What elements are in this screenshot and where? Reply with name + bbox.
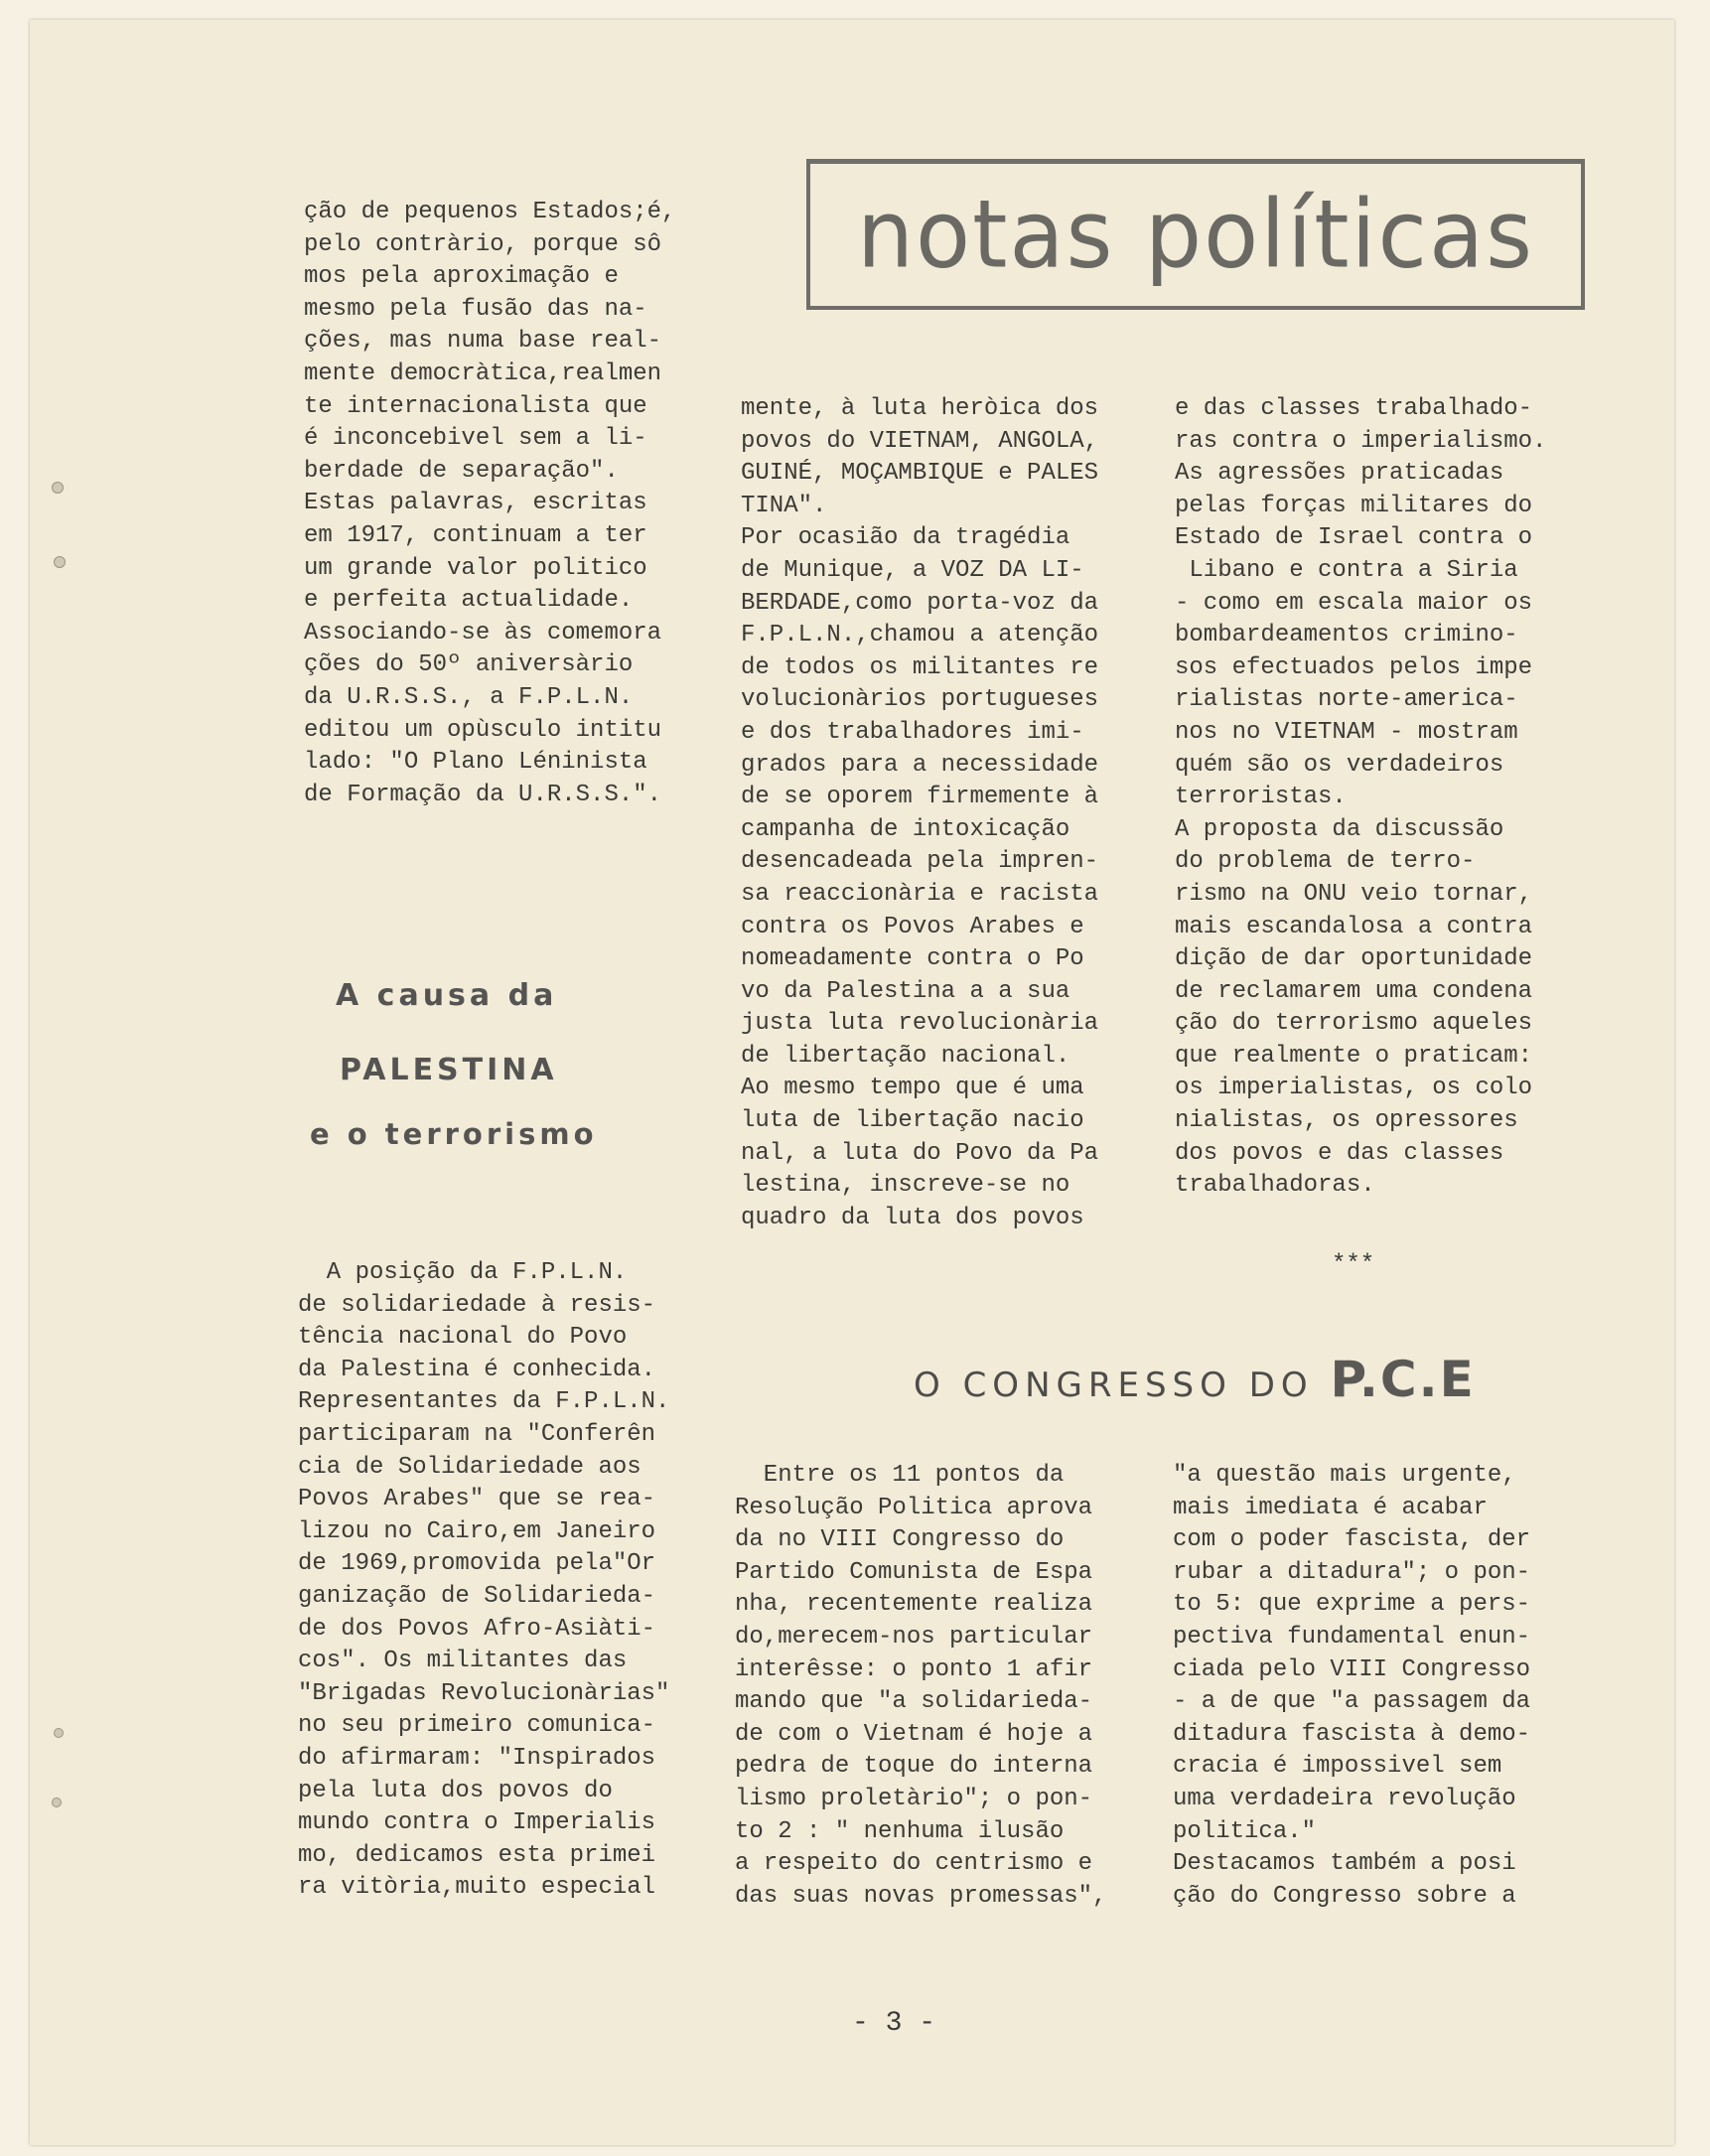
binder-hole-mark [54,556,66,568]
column-2-bottom-text: Entre os 11 pontos da Resolução Politica aprova da no VIII Congresso do Partido Comunista de Espa nha, recentemente realiza do,merecem-nos particular interêsse: o ponto 1 afir mando que "a solidarieda- de com o Vietnam é hoje a pedra de toque do interna lismo proletàrio"; o pon- to 2 : " nenhuma ilusão a respeito do centrismo e das suas novas promessas", [735,1462,1107,1910]
headline-pce-party: P.C.E [1330,1351,1476,1408]
headline-palestina-line-3: e o terrorismo [310,1117,598,1151]
headline-palestina-line-1: A causa da [336,978,558,1013]
headline-palestina-line-2: PALESTINA [340,1053,558,1087]
masthead-title: notas políticas [856,180,1535,290]
column-1-top-text: ção de pequenos Estados;é, pelo contràrio, porque sô mos pela aproximação e mesmo pela fusão das na- ções, mas numa base real- mente democràtica,realmen te internacionalista que é inconcebivel sem a li- berdade de separação". Estas palavras, escritas em 1917, continuam a ter um grande valor politico e perfeita actualidade. Associando-se às comemora ções do 50º aniversàrio da U.R.S.S., a F.P.L.N. editou um opùsculo intitu lado: "O Plano Léninista de Formação da U.R.S.S.". [304,199,676,808]
headline-pce [914,1351,1476,1408]
masthead-box [806,159,1585,310]
document-page [30,20,1674,2145]
section-separator: *** [1332,1251,1375,1278]
binder-hole-mark [54,1728,64,1738]
binder-hole-mark [52,482,64,494]
column-2-top-text: mente, à luta heròica dos povos do VIETNAM, ANGOLA, GUINÉ, MOÇAMBIQUE e PALES TINA". Por ocasião da tragédia de Munique, a VOZ DA LI- BERDADE,como porta-voz da F.P.L.N.,chamou a atenção de todos os militantes re volucionàrios portugueses e dos trabalhadores imi- grados para a necessidade de se oporem firmemente à campanha de intoxicação desencadeada pela impren- sa reaccionària e racista contra os Povos Arabes e nomeadamente contra o Po vo da Palestina a a sua justa luta revolucionària de libertação nacional. Ao mesmo tempo que é uma luta de libertação nacio nal, a luta do Povo da Pa lestina, inscreve-se no quadro da luta dos povos [741,395,1099,1231]
binder-hole-mark [52,1797,62,1807]
page-number: - 3 - [852,2008,936,2039]
column-3-top-text: e das classes trabalhado- ras contra o imperialismo. As agressões praticadas pelas forças militares do Estado de Israel contra o Libano e contra a Siria - como em escala maior os bombardeamentos crimino- sos efectuados pelos impe rialistas norte-america- nos no VIETNAM - mostram quém são os verdadeiros terroristas. A proposta da discussão do problema de terro- rismo na ONU veio tornar, mais escandalosa a contra dição de dar oportunidade de reclamarem uma condena ção do terrorismo aqueles que realmente o praticam: os imperialistas, os colo nialistas, os opressores dos povos e das classes trabalhadoras. [1175,395,1547,1200]
headline-pce-prefix: O CONGRESSO DO [914,1365,1314,1405]
column-3-bottom-text: "a questão mais urgente, mais imediata é acabar com o poder fascista, der rubar a ditadura"; o pon- to 5: que exprime a pers- pectiva fundamental enun- ciada pelo VIII Congresso - a de que "a passagem da ditadura fascista à demo- cracia é impossivel sem uma verdadeira revolução politica." Destacamos também a posi ção do Congresso sobre a [1173,1462,1531,1910]
column-1-bottom-text: A posição da F.P.L.N. de solidariedade à resis- tência nacional do Povo da Palestina é conhecida. Representantes da F.P.L.N. participaram na "Conferên cia de Solidariedade aos Povos Arabes" que se rea- lizou no Cairo,em Janeiro de 1969,promovida pela"Or ganização de Solidarieda- de dos Povos Afro-Asiàti- cos". Os militantes das "Brigadas Revolucionàrias" no seu primeiro comunica- do afirmaram: "Inspirados pela luta dos povos do mundo contra o Imperialis mo, dedicamos esta primei ra vitòria,muito especial [298,1259,670,1902]
